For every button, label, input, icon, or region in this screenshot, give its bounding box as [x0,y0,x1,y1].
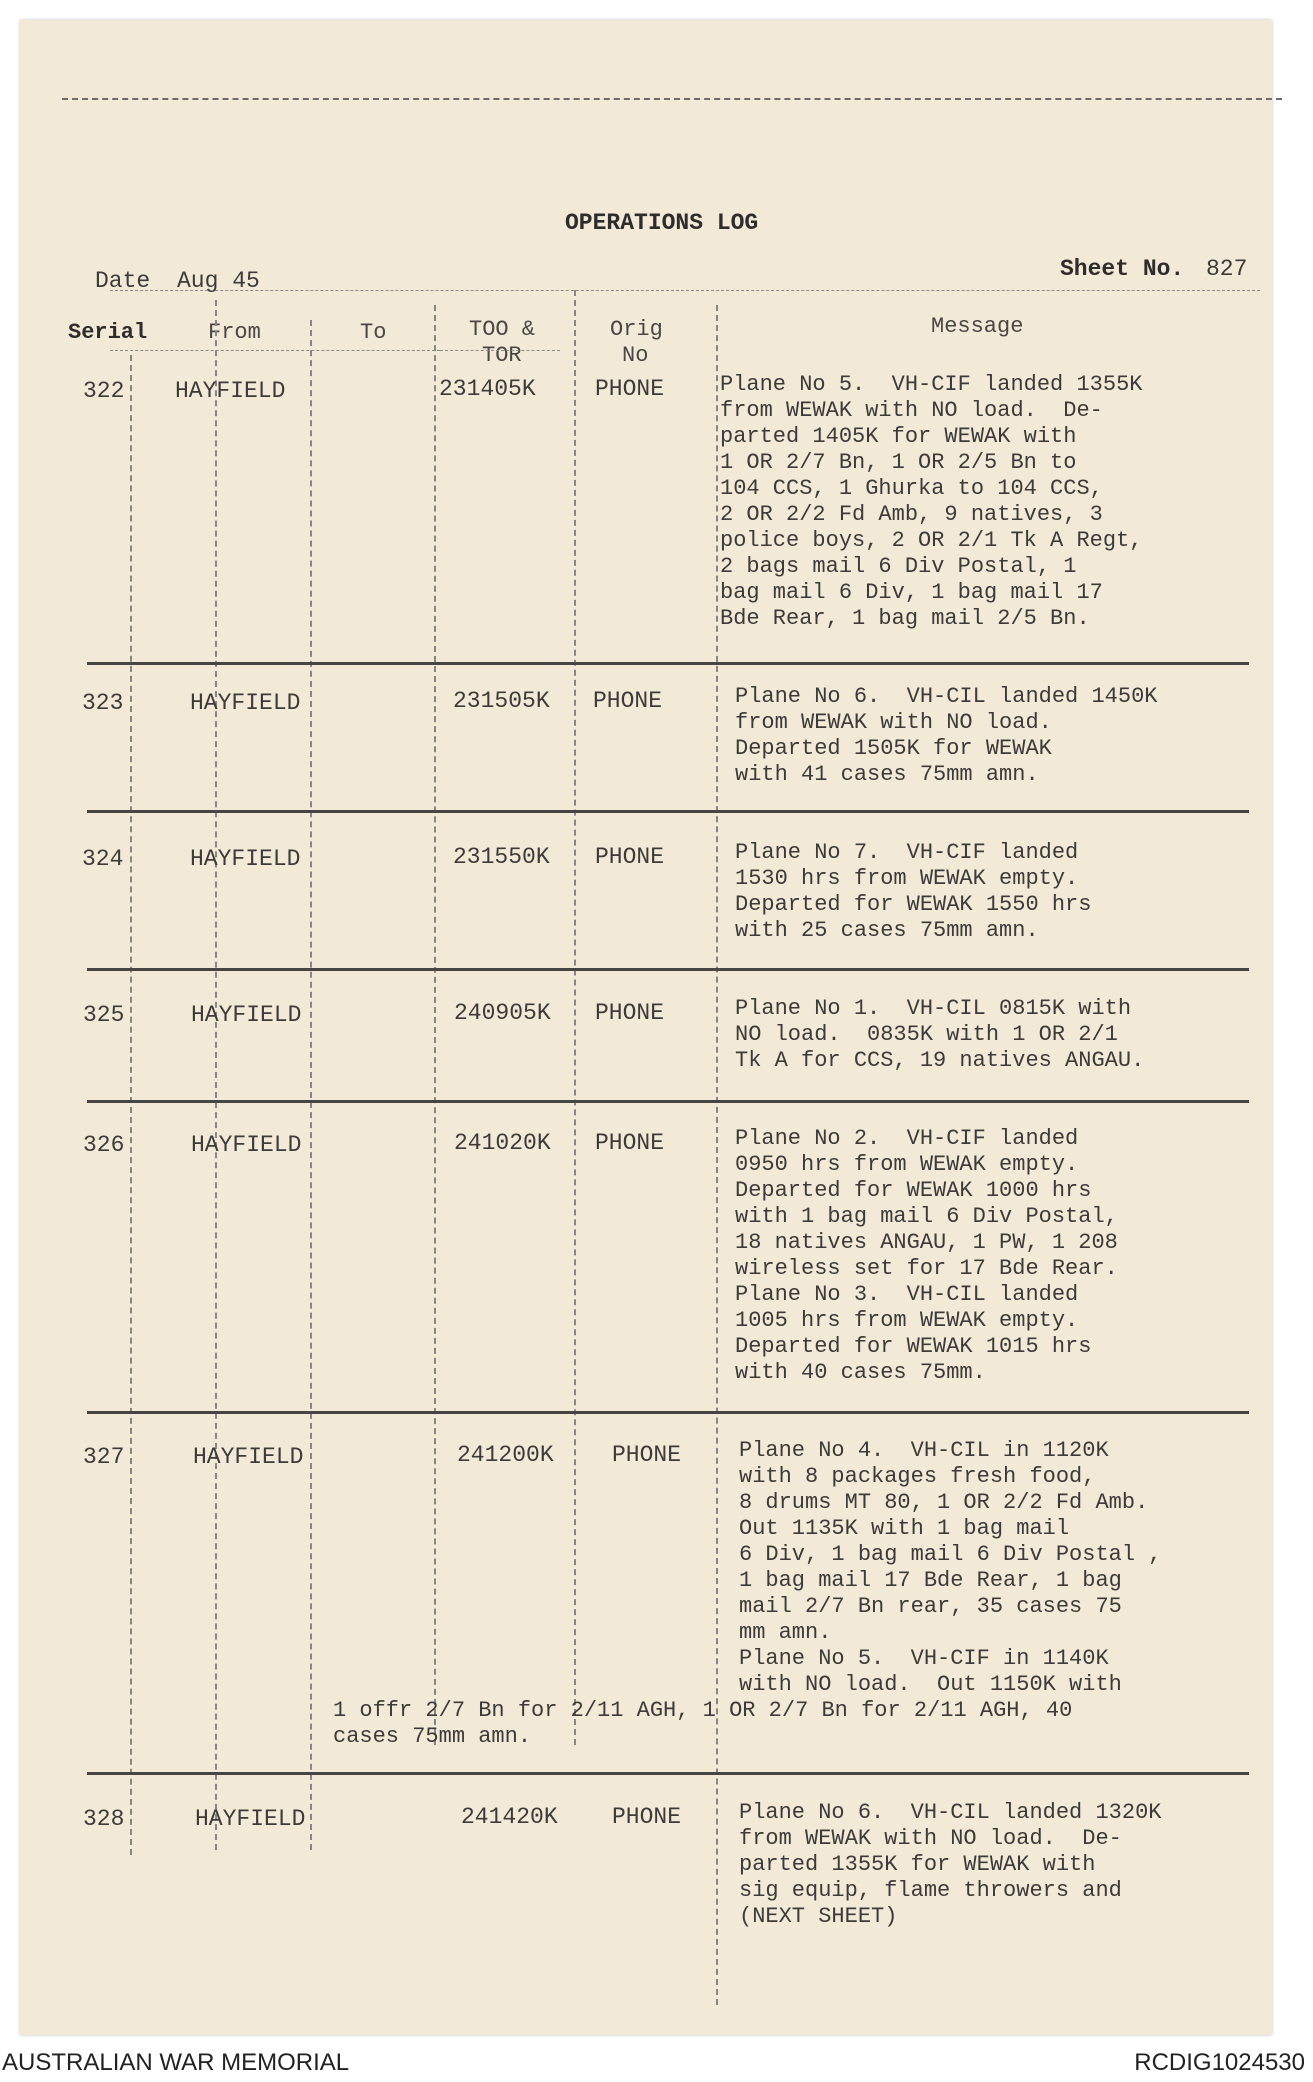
entry-from: HAYFIELD [191,1002,302,1028]
column-header-serial: Serial [68,320,148,345]
date-underline [110,290,1260,291]
sheet-label: Sheet No. [1060,256,1185,282]
footer-identifier: RCDIG1024530 [1134,2049,1305,2076]
entry-orig: PHONE [612,1442,682,1468]
entry-orig: PHONE [595,1130,665,1156]
entry-message: Plane No 2. VH-CIF landed 0950 hrs from WEWAK empty. Departed for WEWAK 1000 hrs with 1 bag mail 6 Div Postal, 18 natives ANGAU, 1 PW, 1 208 wireless set for 17 Bde Rear. Plane No 3. VH-CIL landed 1005 hrs from WEWAK empty. Departed for WEWAK 1015 hrs with 40 cases 75mm. [735,1126,1118,1385]
sheet-number: 827 [1206,256,1248,282]
entry-orig: PHONE [595,376,665,402]
entry-too: 241420K [461,1804,558,1830]
entry-from: HAYFIELD [195,1806,306,1832]
column-rule-message [716,305,718,2005]
entry-message: Plane No 7. VH-CIF landed 1530 hrs from WEWAK empty. Departed for WEWAK 1550 hrs with 25 cases 75mm amn. [735,840,1092,943]
column-rule-orig [574,290,576,1745]
entry-message: Plane No 6. VH-CIL landed 1450K from WEWAK with NO load. Departed 1505K for WEWAK with 41 cases 75mm amn. [735,684,1158,787]
entry-message-continuation: 1 offr 2/7 Bn for 2/11 AGH, 1 OR 2/7 Bn for 2/11 AGH, 40 cases 75mm amn. [333,1698,1073,1749]
row-separator-3 [87,968,1249,971]
entry-from: HAYFIELD [191,1132,302,1158]
entry-orig: PHONE [595,844,665,870]
row-separator-1 [87,662,1249,665]
entry-serial: 326 [83,1132,125,1158]
column-header-too: TOO & [469,317,536,342]
entry-serial: 327 [83,1444,125,1470]
entry-too: 240905K [454,1000,551,1026]
column-rule-serial [130,355,132,1855]
footer-source: AUSTRALIAN WAR MEMORIAL [2,2049,350,2076]
entry-serial: 325 [83,1002,125,1028]
entry-message: Plane No 6. VH-CIL landed 1320K from WEWAK with NO load. De- parted 1355K for WEWAK with sig equip, flame throwers and (NEXT SHEET) [739,1800,1162,1929]
row-separator-5 [87,1411,1249,1414]
entry-orig: PHONE [593,688,663,714]
entry-too: 241200K [457,1442,554,1468]
entry-serial: 324 [82,846,124,872]
column-header-tor: TOR [482,343,522,368]
date-label: Date [95,268,151,294]
entry-from: HAYFIELD [193,1444,304,1470]
column-header-message: Message [931,314,1024,339]
entry-message: Plane No 5. VH-CIF landed 1355K from WEWAK with NO load. De- parted 1405K for WEWAK with 1 OR 2/7 Bn, 1 OR 2/5 Bn to 104 CCS, 1 Ghurka to 104 CCS, 2 OR 2/2 Fd Amb, 9 natives, 3 police boys, 2 OR 2/1 Tk A Regt, 2 bags mail 6 Div Postal, 1 bag mail 6 Div, 1 bag mail 17 Bde Rear, 1 bag mail 2/5 Bn. [720,372,1143,631]
column-header-to: To [360,320,387,345]
page-title: OPERATIONS LOG [565,210,759,236]
entry-serial: 322 [83,378,125,404]
entry-message: Plane No 1. VH-CIL 0815K with NO load. 0835K with 1 OR 2/1 Tk A for CCS, 19 natives ANGAU. [735,996,1145,1073]
document-sheet [20,20,1272,2035]
entry-from: HAYFIELD [175,378,286,404]
header-underline [110,350,440,351]
entry-from: HAYFIELD [190,690,301,716]
row-separator-2 [87,810,1249,813]
entry-serial: 323 [82,690,124,716]
entry-serial: 328 [83,1806,125,1832]
date-value: Aug 45 [177,268,260,294]
column-header-from: From [208,320,261,345]
column-rule-too [434,305,436,1745]
row-separator-6 [87,1772,1249,1775]
entry-too: 241020K [454,1130,551,1156]
entry-orig: PHONE [612,1804,682,1830]
header-underline-2 [440,350,560,351]
column-header-orig: Orig [610,317,663,342]
entry-too: 231505K [453,688,550,714]
row-separator-4 [87,1100,1249,1103]
entry-from: HAYFIELD [190,846,301,872]
entry-too: 231405K [439,376,536,402]
column-header-orig-no: No [622,343,649,368]
column-rule-from [215,300,217,1850]
entry-orig: PHONE [595,1000,665,1026]
top-dotted-line [62,98,1282,100]
entry-too: 231550K [453,844,550,870]
column-rule-to [310,320,312,1850]
entry-message: Plane No 4. VH-CIL in 1120K with 8 packages fresh food, 8 drums MT 80, 1 OR 2/2 Fd Amb. Out 1135K with 1 bag mail 6 Div, 1 bag mail 6 Div Postal , 1 bag mail 17 Bde Rear, 1 bag mail 2/7 Bn rear, 35 cases 75 mm amn. Plane No 5. VH-CIF in 1140K with NO load. Out 1150K with [739,1438,1162,1697]
